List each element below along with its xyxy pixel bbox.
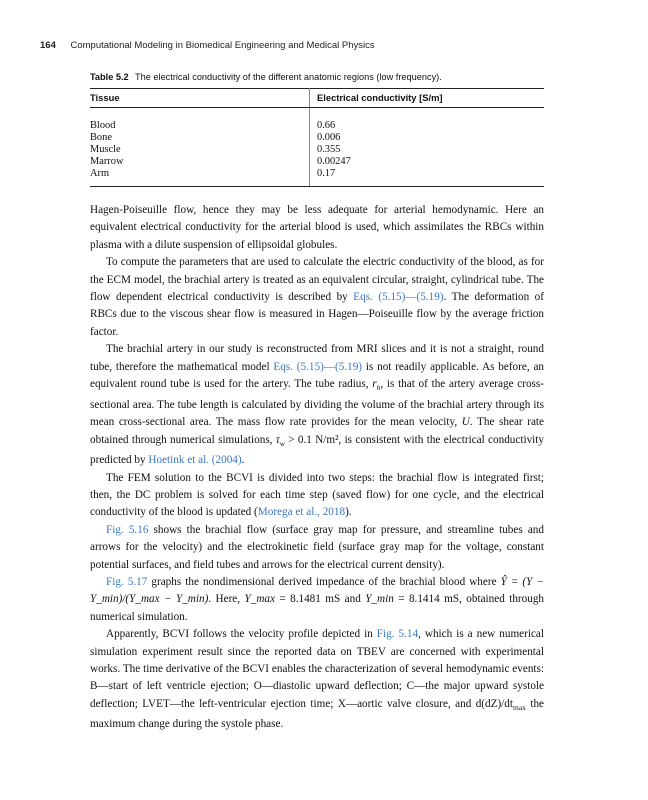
conductivity-cell: 0.006 (317, 132, 341, 143)
figure-link[interactable]: Fig. 5.17 (106, 576, 148, 588)
conductivity-cell: 0.66 (317, 120, 336, 131)
running-title: Computational Modeling in Biomedical Engineering and Medical Physics (70, 40, 375, 51)
shear-symbol: τ (275, 433, 280, 446)
ymax-symbol: Y_max (244, 593, 275, 606)
paragraph-4 (90, 470, 544, 522)
p2-text-a: To compute the parameters that are used to calculate the electric conductivity of the blood, as for the ECM model, the brachial artery is treated as an equivalent circular, straight, cylindrical tube. The flow dependent electrical conductivity is described by (90, 256, 544, 304)
shear-subscript: w (279, 438, 285, 448)
paragraph-1 (90, 202, 544, 254)
table-label: Table 5.2 (90, 72, 129, 82)
paragraph-5 (90, 522, 544, 574)
tissue-cell: Blood (90, 108, 310, 133)
p2-text-b: . The deformation of RBCs due to the viscous shear flow is measured in Hagen—Poiseuille flow by the average friction factor. (90, 291, 544, 338)
p6-text-a: graphs the nondimensional derived impedance of the brachial blood where (147, 576, 501, 588)
radius-symbol: r (372, 378, 377, 391)
paragraph-6 (90, 574, 544, 626)
p6-text-b: . Here, (208, 593, 245, 606)
p3-text-f: . (241, 454, 245, 467)
figure-link[interactable]: Fig. 5.16 (106, 523, 149, 536)
equation-link[interactable]: Eqs. (5.15)—(5.19) (353, 291, 444, 304)
table-row (90, 144, 544, 156)
paragraph-1-text: Hagen-Poiseuille flow, hence they may be less adequate for arterial hemodynamic. Here an equivalent electrical conductivity for the arterial blood is used, which assimilates the RBCs within plasma with a dilute suspension of ellipsoidal globules. (90, 204, 544, 251)
p6-text-c: = 8.1481 mS and (274, 593, 366, 606)
p6-text-d: = 8.1414 mS, obtained through numerical simulation. (90, 593, 545, 623)
max-subscript: max (513, 703, 526, 713)
tissue-cell: Arm (90, 168, 310, 187)
impedance-formula: Ŷ = (Y − Y_min)/(Y_max − Y_min) (90, 576, 544, 606)
table-row (90, 168, 544, 187)
p5-text-a: shows the brachial flow (surface gray map for pressure, and streamline tubes and arrows for the velocity) and the electrokinetic field (surface gray map for the voltage, constant potential surfaces, and field tubes and arrows for the electrical current density). (90, 523, 544, 571)
table-row (90, 132, 544, 144)
conductivity-cell: 0.355 (317, 144, 341, 155)
velocity-symbol: U (461, 416, 470, 429)
citation-link[interactable]: Hoetink et al. (2004) (148, 454, 242, 467)
tissue-cell: Marrow (90, 156, 310, 168)
table-caption-text: The electrical conductivity of the different anatomic regions (low frequency). (135, 72, 442, 82)
p3-text-e: > 0.1 N/m², is consistent with the electrical conductivity predicted by (90, 433, 544, 467)
paragraph-2 (90, 254, 544, 341)
p3-text-b: is not readily applicable. As before, an equivalent round tube is used for the artery. The tube radius, (90, 360, 545, 391)
p7-text-b: , which is a new numerical simulation experiment result since the reported data on TBEV are concerned with experimental works. The time derivative of the BCVI enables the characterization of several hemodynamic events: B—start of left ventricle ejection; O—diastolic upward deflection; C—the major upward systole deflection; LVET—the left-ventricular ejection time; X—aortic valve closure, and d(dZ)/dt (90, 628, 544, 710)
conductivity-table (90, 88, 544, 187)
paragraph-3 (90, 341, 544, 469)
figure-link[interactable]: Fig. 5.14 (376, 628, 419, 641)
p4-text-a: The FEM solution to the BCVI is divided into two steps: the brachial flow is integrated first; then, the DC problem is solved for each time step (saved flow) for one cycle, and the electrical conductivity of the blood is updated ( (90, 471, 544, 519)
p3-text-c: , is that of the artery average cross-sectional area. The tube length is calculated by dividing the volume of the brachial artery through its mean cross-sectional area. The mass flow rate provides for the mean velocity, (90, 378, 544, 429)
tissue-cell: Bone (90, 132, 310, 144)
ymin-symbol: Y_min (365, 593, 394, 606)
table-row (90, 108, 544, 133)
table-row (90, 156, 544, 168)
citation-link[interactable]: Morega et al., 2018 (257, 506, 346, 519)
radius-subscript: h (376, 383, 381, 393)
body-text (90, 202, 544, 734)
p3-text-d: . The shear rate obtained through numerical simulations, (90, 416, 545, 446)
column-header-conductivity: Electrical conductivity [S/m] (310, 89, 545, 108)
p4-text-b: ). (345, 506, 352, 519)
column-header-tissue: Tissue (90, 89, 310, 108)
page-number: 164 (40, 40, 56, 51)
tissue-cell: Muscle (90, 144, 310, 156)
table-header-row (90, 89, 544, 108)
p7-text-a: Apparently, BCVI follows the velocity profile depicted in (106, 628, 377, 641)
running-header (40, 40, 375, 51)
table-caption (90, 72, 442, 82)
p7-text-c: the maximum change during the systole phase. (90, 697, 545, 731)
p3-text-a: The brachial artery in our study is reconstructed from MRI slices and it is not a straight, round tube, therefore the mathematical model (90, 343, 544, 373)
conductivity-cell: 0.00247 (317, 156, 351, 167)
paragraph-7 (90, 626, 544, 734)
equation-link[interactable]: Eqs. (5.15)—(5.19) (273, 360, 363, 373)
conductivity-cell: 0.17 (310, 168, 545, 187)
